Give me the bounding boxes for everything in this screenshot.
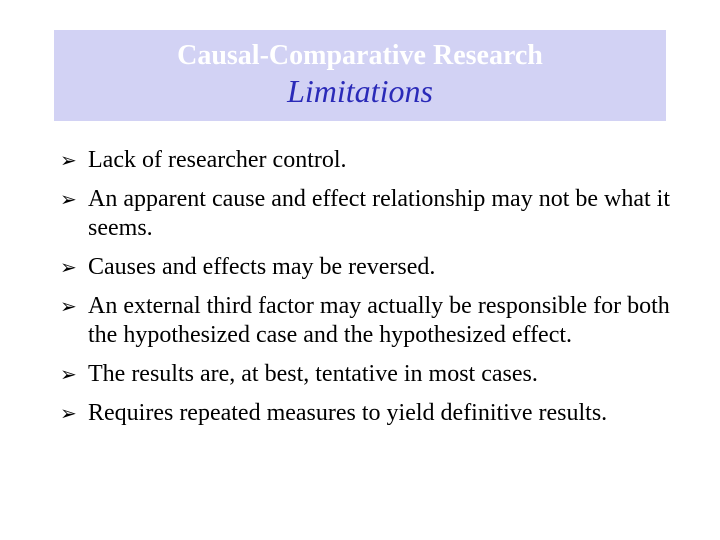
bullet-item <box>60 360 680 389</box>
slide-subtitle: Limitations <box>287 73 433 109</box>
bullet-item <box>60 146 680 175</box>
arrowhead-bullet-icon: ➢ <box>60 294 77 318</box>
arrowhead-bullet-icon: ➢ <box>60 362 77 386</box>
bullet-item <box>60 253 680 282</box>
bullet-item <box>60 185 680 243</box>
title-banner <box>54 30 666 121</box>
arrowhead-bullet-icon: ➢ <box>60 148 77 172</box>
bullet-item <box>60 399 680 428</box>
bullet-item <box>60 292 680 350</box>
bullet-text: Causes and effects may be reversed. <box>88 254 436 280</box>
bullet-text: An external third factor may actually be responsible for both the hypothesized case and the hypothesized effect. <box>88 293 670 348</box>
arrowhead-bullet-icon: ➢ <box>60 255 77 279</box>
bullet-text: The results are, at best, tentative in most cases. <box>88 361 538 387</box>
arrowhead-bullet-icon: ➢ <box>60 187 77 211</box>
bullet-text: Requires repeated measures to yield definitive results. <box>88 400 608 426</box>
bullet-text: Lack of researcher control. <box>88 147 347 173</box>
slide-title: Causal-Comparative Research <box>177 40 543 71</box>
arrowhead-bullet-icon: ➢ <box>60 401 77 425</box>
bullet-text: An apparent cause and effect relationship may not be what it seems. <box>88 186 671 241</box>
bullet-list <box>60 146 680 438</box>
